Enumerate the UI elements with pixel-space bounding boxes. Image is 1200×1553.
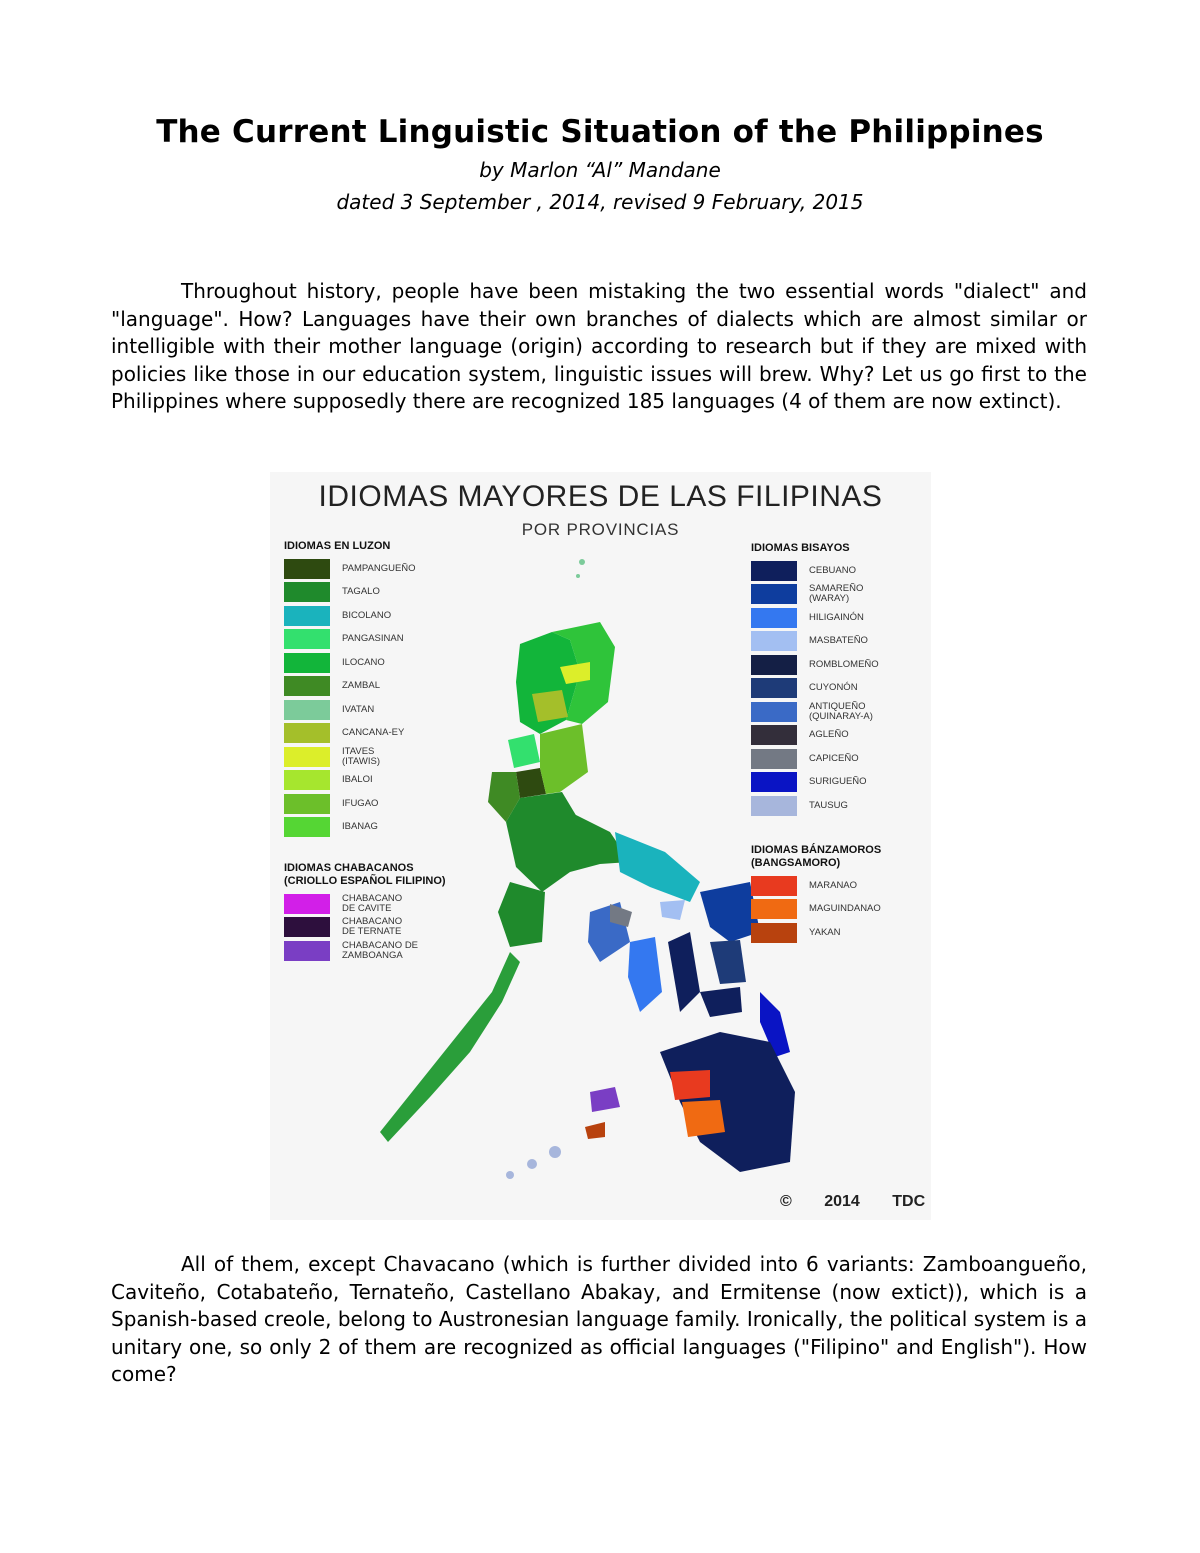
legend-label: IBALOI [342,774,373,786]
map-region-hiligainon [628,937,662,1012]
legend-swatch [284,941,330,961]
legend-item [284,769,416,793]
legend-heading: IDIOMAS BÁNZAMOROS (BANGSAMORO) [751,844,882,869]
legend-swatch [751,923,797,943]
map-region-leyte [710,940,746,984]
legend-swatch [284,559,330,579]
legend-item [284,722,416,746]
legend-swatch [284,894,330,914]
map-region-maguindanao [682,1100,725,1137]
legend-swatch [751,608,797,628]
legend-item [284,628,416,652]
legend-swatch [751,702,797,722]
legend-label: CHABACANO DE ZAMBOANGA [342,939,419,961]
paragraph-2: All of them, except Chavacano (which is further divided into 6 variants: Zamboangueño, Caviteño, Cotabateño, Ternateño, Castellano Abakay, and Ermitense (now extict)), which is a Spanish-based creole, belong to Austronesian language family. Ironically, the political system is a unitary one, so only 2 of them are recognized as official languages ("Filipino" and English"). How come? [111,1252,1087,1386]
legend-banzamoros [751,844,881,945]
map-title: IDIOMAS MAYORES DE LAS FILIPINAS [318,480,883,513]
legend-heading: IDIOMAS CHABACANOS (CRIOLLO ESPAÑOL FILIPINO) [284,862,446,887]
legend-label: CEBUANO [809,564,856,576]
legend-item [284,581,416,605]
legend-item [284,698,416,722]
language-map-figure [270,472,931,1220]
legend-label: CUYONÓN [809,682,858,694]
legend-heading: IDIOMAS BISAYOS [751,542,850,554]
legend-label: HILIGAINÓN [809,611,864,623]
legend-swatch [751,584,797,604]
legend-item [284,916,446,940]
legend-label: CHABACANO DE TERNATE [342,916,403,938]
legend-item [751,794,879,818]
legend-swatch [284,794,330,814]
legend-swatch [284,676,330,696]
legend-label: TAGALO [342,586,380,598]
legend-item [751,559,879,583]
legend-luzon [284,540,416,839]
legend-swatch [751,796,797,816]
map-region-palawan [380,952,520,1142]
legend-swatch [751,678,797,698]
legend-item [284,557,416,581]
legend-swatch [751,772,797,792]
legend-label: ANTIQUEÑO (QUINARAY-A) [809,700,873,722]
legend-swatch [284,817,330,837]
legend-label: AGLEÑO [809,729,849,741]
legend-item [284,792,416,816]
legend-label: MARANAO [809,879,858,891]
paragraph-1: Throughout history, people have been mistaking the two essential words "dialect" and "language". How? Languages have their own branches of dialects which are almost similar or intelligible with their mother language (origin) according to research but if they are mixed with policies like those in our education system, linguistic issues will brew. Why? Let us go first to the Philippines where supposedly there are recognized 185 languages (4 of them are now extinct). [111,279,1087,413]
legend-swatch [284,723,330,743]
legend-swatch [284,747,330,767]
legend-swatch [284,653,330,673]
map-region-yakan [585,1122,605,1139]
legend-item [751,653,879,677]
map-region-cebuano-visayas [668,932,700,1012]
document-byline: by Marlon “Al” Mandane [479,158,721,182]
map-region-ifugao [540,724,588,794]
legend-item [751,630,879,654]
legend-label: ILOCANO [342,656,385,668]
map-region-zamboanga [590,1087,620,1112]
map-region-batanes [579,559,585,565]
legend-item [751,724,879,748]
legend-label: CHABACANO DE CAVITE [342,892,403,914]
legend-label: CANCANA-EY [342,727,405,739]
map-copyright: © 2014 TDC [780,1193,926,1210]
map-region-pangasinan [508,734,540,768]
legend-item [284,745,416,769]
legend-label: CAPICEÑO [809,752,859,764]
legend-label: YAKAN [809,926,841,938]
legend-label: ZAMBAL [342,680,381,692]
map-subtitle: POR PROVINCIAS [521,520,680,539]
map-region-tagalo [506,792,580,892]
legend-label: ROMBLOMEÑO [809,658,879,670]
legend-item [284,651,416,675]
legend-heading: IDIOMAS EN LUZON [284,540,391,552]
map-region-batanes-2 [576,574,580,578]
legend-item [751,898,881,922]
legend-swatch [751,899,797,919]
legend-item [751,606,879,630]
map-region-bohol [700,987,742,1017]
legend-item [751,747,879,771]
legend-label: IFUGAO [342,797,379,809]
legend-item [751,583,879,607]
legend-label: MAGUINDANAO [809,903,881,915]
map-region-tausug-3 [506,1171,514,1179]
legend-item [284,816,416,840]
legend-swatch [284,917,330,937]
map-region-tausug-2 [527,1159,537,1169]
legend-swatch [751,876,797,896]
legend-swatch [284,582,330,602]
legend-swatch [284,606,330,626]
legend-swatch [751,561,797,581]
legend-chabacanos [284,862,446,963]
legend-label: PAMPANGUEÑO [342,562,416,574]
legend-item [284,604,416,628]
legend-label: BICOLANO [342,609,392,621]
map-region-masbateno [660,900,685,920]
legend-item [751,677,879,701]
legend-item [751,771,879,795]
legend-label: IVATAN [342,703,375,715]
legend-swatch [751,655,797,675]
map-region-maranao [670,1070,710,1100]
legend-swatch [751,631,797,651]
legend-swatch [284,700,330,720]
legend-item [751,700,879,724]
document-dateline: dated 3 September , 2014, revised 9 February, 2015 [336,190,864,214]
legend-bisayos [751,542,879,818]
legend-swatch [284,770,330,790]
legend-swatch [284,629,330,649]
document-title: The Current Linguistic Situation of the Philippines [156,114,1044,150]
legend-label: SAMAREÑO (WARAY) [809,583,864,605]
map-region-bicolano [615,832,700,902]
legend-item [751,921,881,945]
legend-item [751,874,881,898]
legend-label: PANGASINAN [342,633,404,645]
legend-item [284,675,416,699]
map-region-cancana-ey [532,690,568,722]
legend-item [284,939,446,963]
legend-swatch [751,725,797,745]
legend-label: TAUSUG [809,799,848,811]
legend-swatch [751,749,797,769]
legend-label: MASBATEÑO [809,635,868,647]
legend-item [284,892,446,916]
legend-label: SURIGUEÑO [809,776,867,788]
map-region-tausug [549,1146,561,1158]
document-header [0,110,1200,218]
legend-label: IBANAG [342,821,378,833]
legend-label: ITAVES (ITAWIS) [342,745,380,767]
map-region-mindoro [498,882,545,947]
map-region-cebuano-mindanao [660,1032,795,1172]
